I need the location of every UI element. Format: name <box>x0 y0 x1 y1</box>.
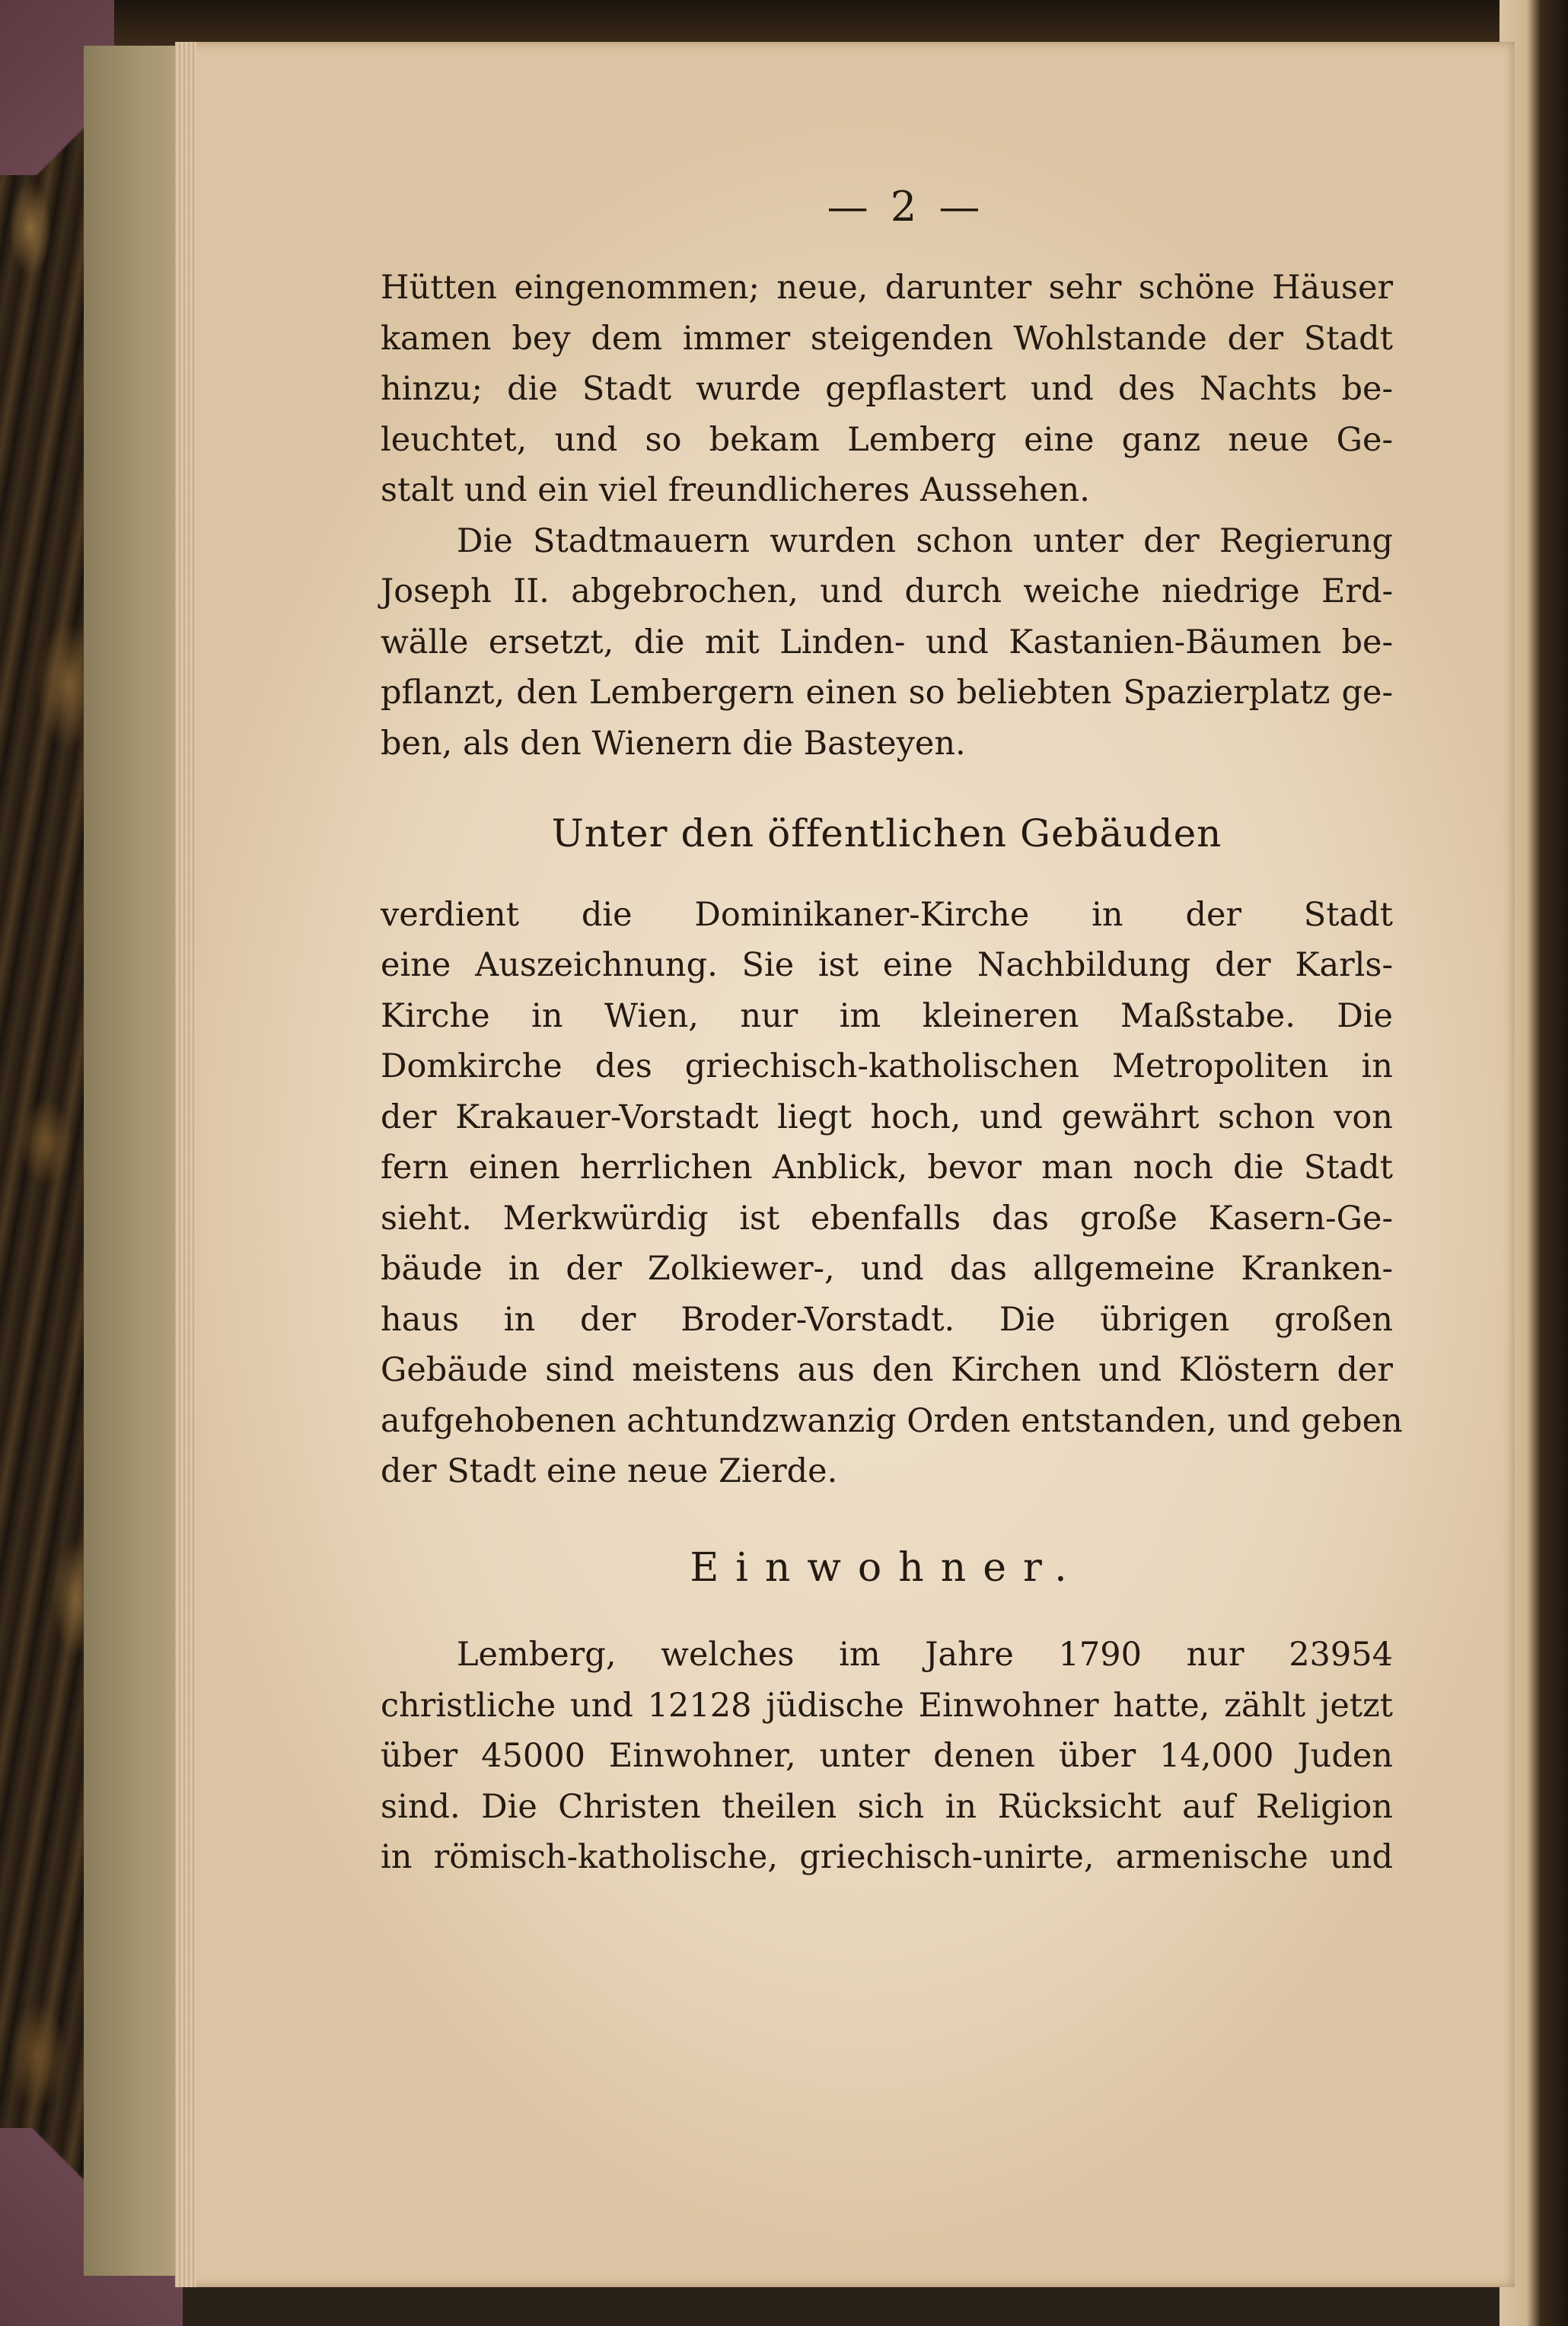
text-line: Lemberg, welches im Jahre 1790 nur 23954 <box>457 1636 1393 1674</box>
text-line: in römisch-katholische, griechisch-unirte, armenische und <box>381 1838 1393 1876</box>
top-edge <box>114 0 1507 46</box>
section-heading: Einwohner. <box>690 1544 1084 1591</box>
text-line: aufgehobenen achtundzwanzig Orden entstanden, und geben <box>381 1401 1403 1440</box>
section-heading: Unter den öffentlichen Gebäuden <box>551 811 1222 856</box>
paragraph-4 <box>381 1630 1393 1883</box>
text-line: fern einen herrlichen Anblick, bevor man noch die Stadt <box>381 1149 1393 1187</box>
text-line: bäude in der Zolkiewer-, und das allgemeine Kranken- <box>381 1250 1393 1288</box>
page-text <box>381 263 1403 1883</box>
text-line: Joseph II. abgebrochen, und durch weiche niedrige Erd- <box>381 572 1393 610</box>
text-line: ben, als den Wienern die Basteyen. <box>381 724 966 763</box>
text-line: hinzu; die Stadt wurde gepflastert und des Nachts be- <box>381 370 1393 408</box>
text-line: der Stadt eine neue Zierde. <box>381 1452 838 1490</box>
paragraph-3 <box>381 890 1403 1497</box>
page-number: — 2 — <box>827 183 985 231</box>
text-line: Domkirche des griechisch-katholischen Metropoliten in <box>381 1047 1393 1085</box>
text-line: über 45000 Einwohner, unter denen über 14,000 Juden <box>381 1737 1393 1775</box>
text-line: kamen bey dem immer steigenden Wohlstande der Stadt <box>381 319 1393 358</box>
text-line: wälle ersetzt, die mit Linden- und Kastanien-Bäumen be- <box>381 623 1393 661</box>
paragraph-1 <box>381 263 1393 516</box>
text-line: leuchtet, und so bekam Lemberg eine ganz neue Ge- <box>381 420 1393 459</box>
text-line: Gebäude sind meistens aus den Kirchen und Klöstern der <box>381 1351 1393 1389</box>
text-line: pflanzt, den Lembergern einen so beliebten Spazierplatz ge- <box>381 674 1393 712</box>
text-line: sind. Die Christen theilen sich in Rücksicht auf Religion <box>381 1787 1393 1826</box>
page-stack-edge <box>175 42 196 2287</box>
text-line: Hütten eingenommen; neue, darunter sehr schöne Häuser <box>381 269 1393 307</box>
text-line: stalt und ein viel freundlicheres Aussehen. <box>381 471 1090 509</box>
text-line: Die Stadtmauern wurden schon unter der Regierung <box>457 521 1393 560</box>
text-line: der Krakauer-Vorstadt liegt hoch, und gewährt schon von <box>381 1098 1393 1136</box>
text-line: haus in der Broder-Vorstadt. Die übrigen großen <box>381 1300 1393 1339</box>
text-line: sieht. Merkwürdig ist ebenfalls das große Kasern-Ge- <box>381 1199 1393 1238</box>
text-line: eine Auszeichnung. Sie ist eine Nachbildung der Karls- <box>381 946 1393 984</box>
paragraph-2 <box>381 516 1393 769</box>
text-line: christliche und 12128 jüdische Einwohner hatte, zählt jetzt <box>381 1686 1393 1725</box>
text-line: Kirche in Wien, nur im kleineren Maßstabe. Die <box>381 996 1393 1035</box>
text-line: verdient die Dominikaner-Kirche in der Stadt <box>381 895 1393 934</box>
